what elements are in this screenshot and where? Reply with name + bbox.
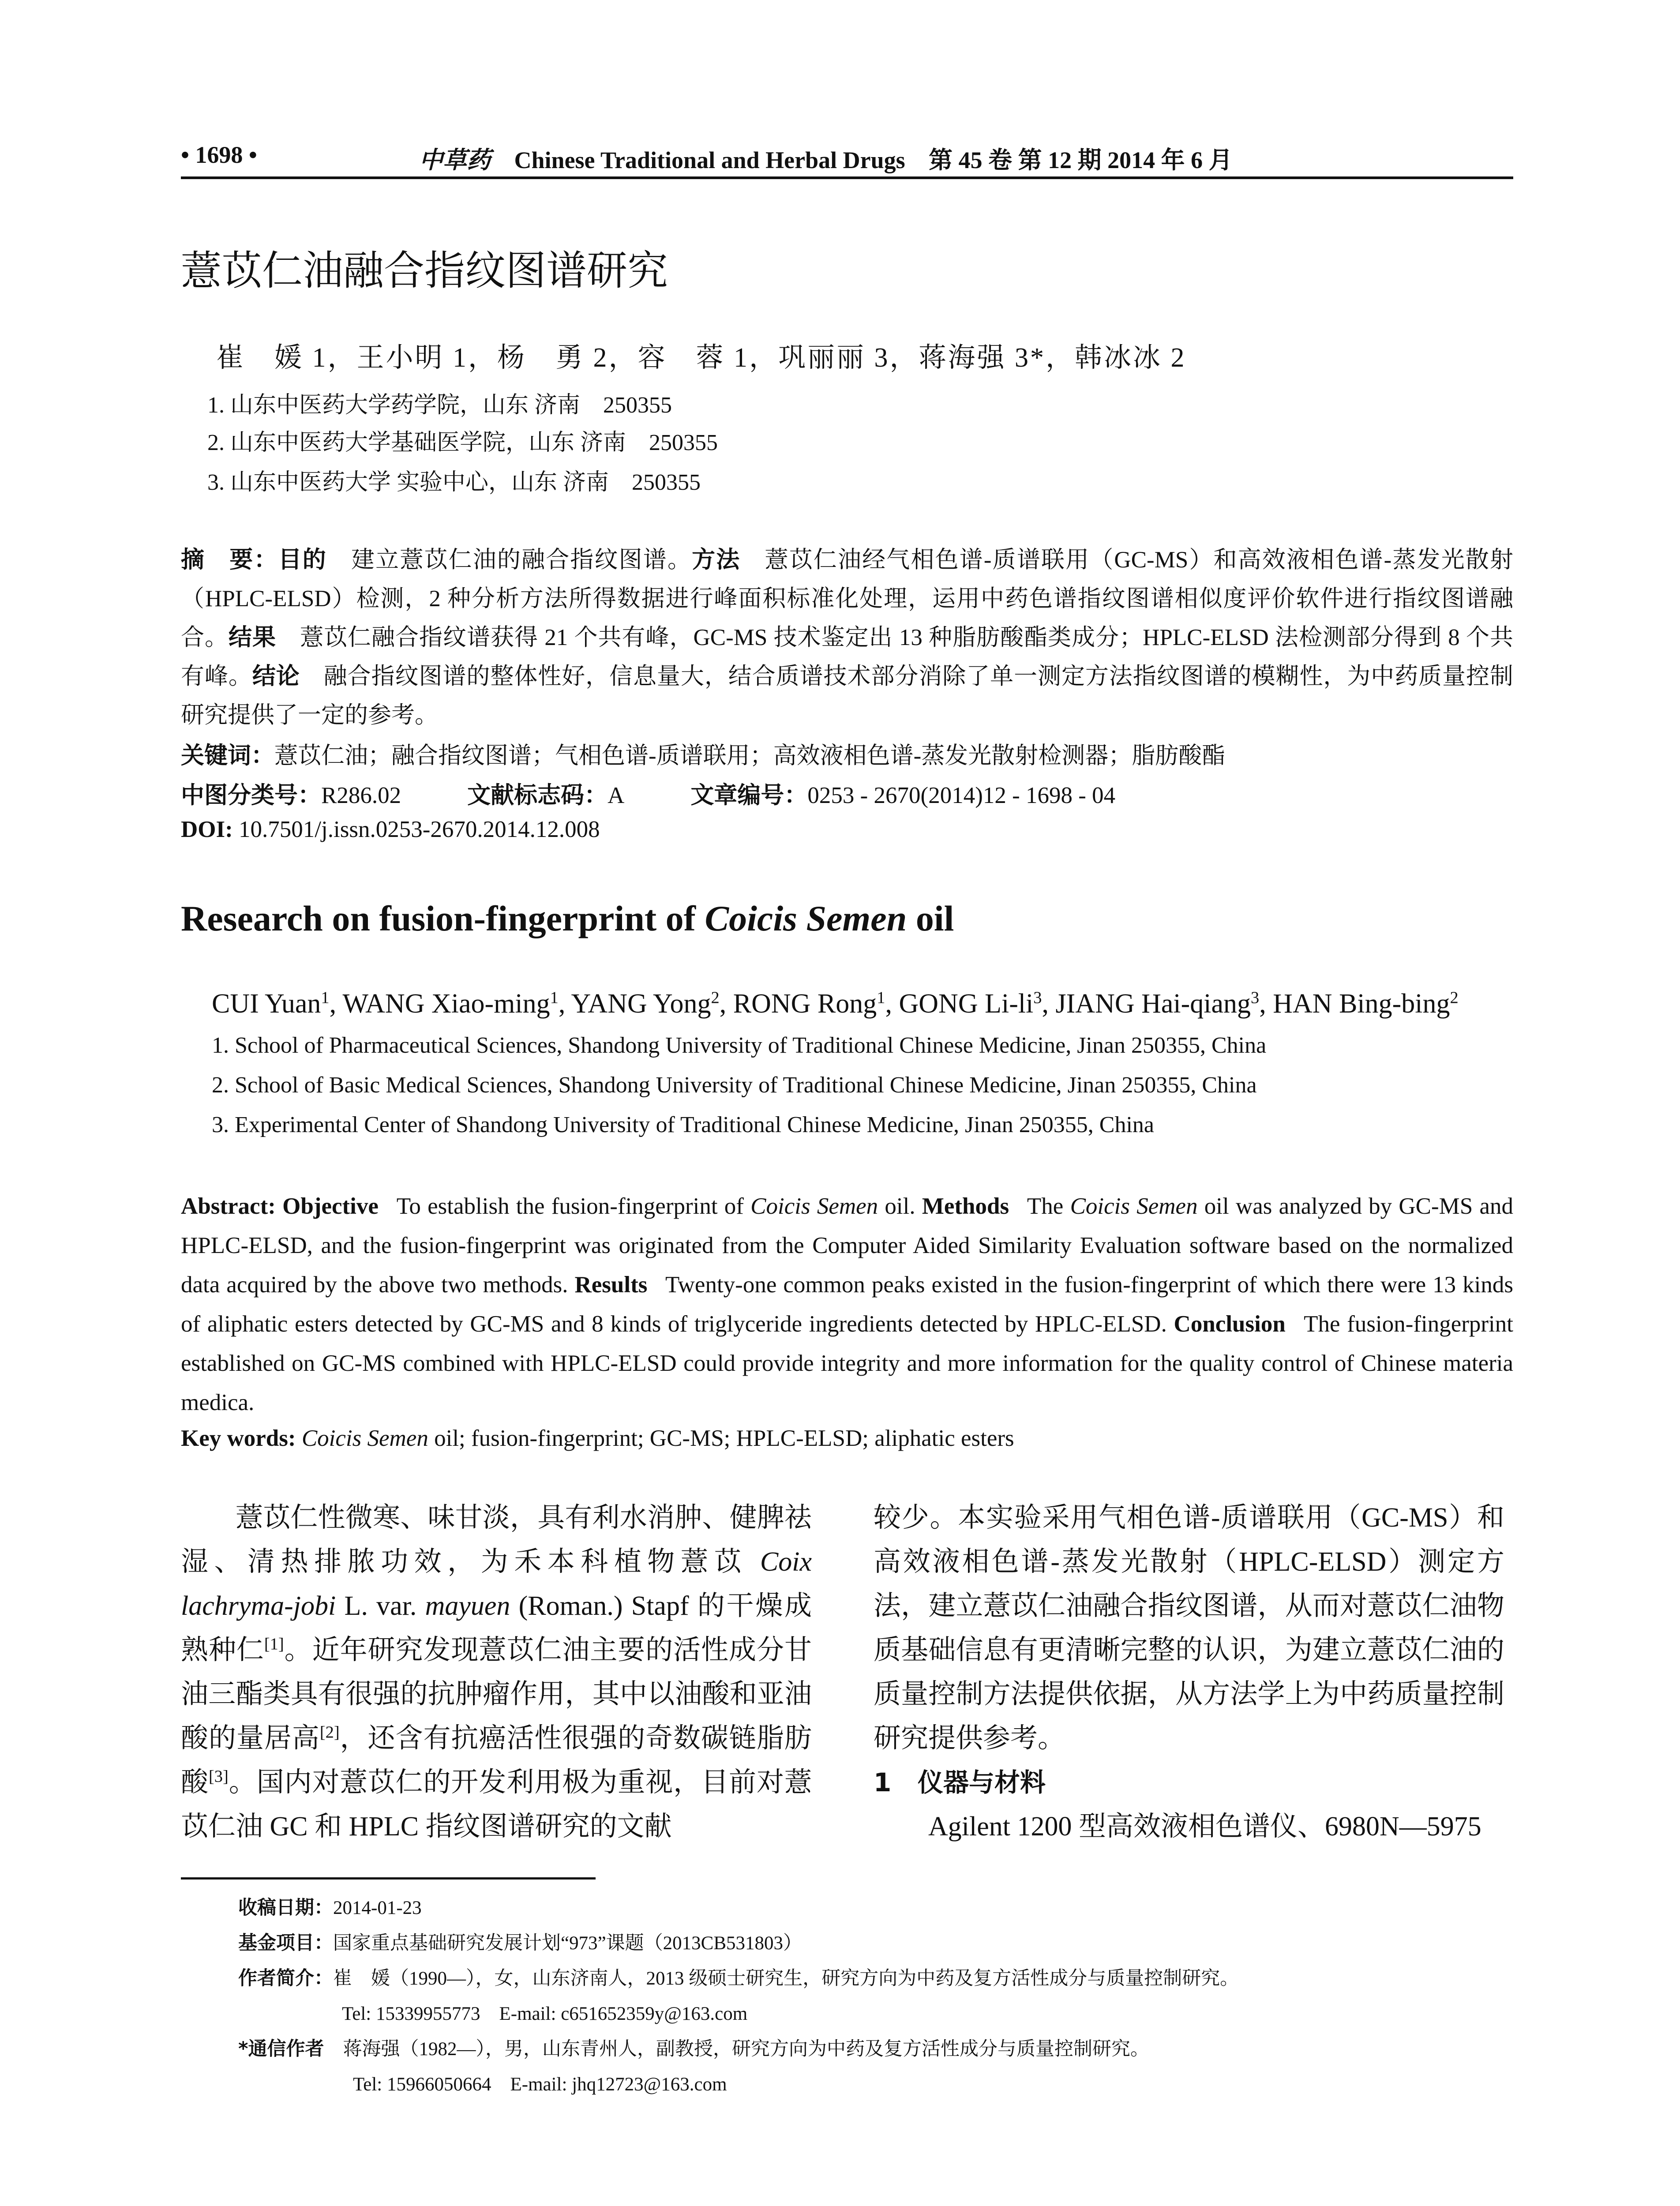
journal-line [419, 141, 1233, 175]
author-sup: 2 [1450, 988, 1459, 1007]
article-no-label: 文章编号： [690, 782, 808, 809]
author-sup: 3 [1251, 988, 1260, 1007]
classification-line [181, 777, 1115, 810]
title-en-italic: Coicis Semen [705, 898, 907, 938]
affiliation-en-2: 2. School of Basic Medical Sciences, Shandong University of Traditional Chinese Medicine, Jinan 250355, China [212, 1073, 1257, 1098]
body-column-right [874, 1496, 1504, 1849]
author-en: HAN Bing-bing [1273, 989, 1450, 1019]
results-en-text: Twenty-one common peaks existed in the fusion-fingerprint of which there were 13 kinds of aliphatic esters detected by GC-MS and 8 kinds of triglyceride ingredients detected by HPLC-ELSD. [181, 1272, 1513, 1337]
article-no-value: 0253 - 2670(2014)12 - 1698 - 04 [807, 783, 1116, 808]
keywords-en-label: Key words: [181, 1426, 296, 1451]
conclusion-cn-text: 融合指纹图谱的整体性好，信息量大，结合质谱技术部分消除了单一测定方法指纹图谱的模糊性，为中药质量控制研究提供了一定的参考。 [181, 664, 1514, 728]
title-en [181, 898, 954, 939]
issue-info: 第 45 卷 第 12 期 2014 年 6 月 [929, 147, 1233, 173]
section-number: 1 [874, 1767, 892, 1797]
affiliation-cn-2: 2. 山东中医药大学基础医学院，山东 济南 250355 [207, 430, 718, 455]
corresponding-label: *通信作者 [238, 2038, 324, 2060]
variety-name: mayuen [425, 1591, 510, 1621]
author-bio-text: 崔 媛（1990—），女，山东济南人，2013 级硕士研究生，研究方向为中药及复方活性成分与质量控制研究。 [333, 1968, 1239, 1989]
author-en: GONG Li-li [899, 989, 1034, 1019]
objective-cn-label: 目的 [278, 546, 327, 573]
doi-label: DOI: [181, 817, 233, 842]
doc-code-label: 文献标志码： [467, 782, 608, 809]
methods-cn-text: 薏苡仁油经气相色谱-质谱联用（GC-MS）和高效液相色谱-蒸发光散射（HPLC-ELSD）检测，2 种分析方法所得数据进行峰面积标准化处理，运用中药色谱指纹图谱相似度评价软件进行指纹图谱融合。 [181, 547, 1514, 650]
running-header [181, 132, 1513, 181]
journal-name-cn: 中草药 [419, 146, 491, 174]
title-cn: 薏苡仁油融合指纹图谱研究 [181, 247, 668, 294]
fund-text: 国家重点基础研究发展计划“973”课题（2013CB531803） [333, 1933, 802, 1954]
clc-label: 中图分类号： [181, 782, 321, 809]
objective-en-italic: Coicis Semen [750, 1193, 878, 1219]
keywords-cn-label: 关键词： [181, 742, 274, 769]
intro-text-5: ，还含有抗癌活性很强的奇数碳链脂肪酸 [181, 1723, 812, 1797]
title-en-pre: Research on fusion-fingerprint of [181, 898, 705, 938]
ref-citation-3[interactable]: [3] [208, 1767, 229, 1786]
fund-label: 基金项目： [238, 1932, 333, 1954]
footnote-rule [181, 1877, 596, 1880]
conclusion-en-label: Conclusion [1174, 1311, 1286, 1337]
conclusion-cn-label: 结论 [252, 663, 300, 690]
author-sup: 1 [550, 988, 559, 1007]
doi-line [181, 816, 600, 843]
affiliation-cn-1: 1. 山东中医药大学药学院，山东 济南 250355 [207, 393, 672, 418]
section-paragraph: Agilent 1200 型高效液相色谱仪、6980N—5975 [928, 1812, 1481, 1842]
doc-code-value: A [608, 783, 625, 808]
page-number: • 1698 • [181, 142, 257, 168]
abstract-cn-label: 摘 要： [181, 546, 278, 573]
journal-name-en: Chinese Traditional and Herbal Drugs [514, 147, 905, 173]
intro-paragraph [181, 1496, 812, 1849]
author-en: CUI Yuan [212, 989, 321, 1019]
footnote-corresponding [238, 2034, 1149, 2061]
section-title: 仪器与材料 [918, 1767, 1046, 1797]
methods-en-pre: The [1027, 1193, 1070, 1219]
author-en: JIANG Hai-qiang [1055, 989, 1251, 1019]
received-label: 收稿日期： [238, 1897, 333, 1919]
intro-text-6: 。国内对薏苡仁的开发利用极为重视，目前对薏苡仁油 GC 和 HPLC 指纹图谱研究的文献 [181, 1767, 812, 1842]
affiliation-en-1: 1. School of Pharmaceutical Sciences, Shandong University of Traditional Chinese Medicine, Jinan 250355, China [212, 1033, 1267, 1058]
methods-en-italic: Coicis Semen [1070, 1193, 1198, 1219]
footnote-author [238, 1963, 1239, 1990]
author-en: WANG Xiao-ming [342, 989, 550, 1019]
affiliation-cn-3: 3. 山东中医药大学 实验中心，山东 济南 250355 [207, 470, 701, 495]
objective-en-post: oil. [878, 1193, 915, 1219]
corresponding-text: 蒋海强（1982—），男，山东青州人，副教授，研究方向为中药及复方活性成分与质量控制研究。 [343, 2039, 1149, 2060]
intro-continuation: 较少。本实验采用气相色谱-质谱联用（GC-MS）和高效液相色谱-蒸发光散射（HPLC-ELSD）测定方法，建立薏苡仁油融合指纹图谱，从而对薏苡仁油物质基础信息有更清晰完整的认识，为建立薏苡仁油的质量控制方法提供依据，从方法学上为中药质量控制研究提供参考。 [874, 1503, 1504, 1753]
footnote-fund [238, 1928, 802, 1955]
author-sup: 1 [321, 988, 330, 1007]
doi-value[interactable]: 10.7501/j.issn.0253-2670.2014.12.008 [239, 817, 600, 842]
author-sup: 3 [1033, 988, 1042, 1007]
objective-cn-text: 建立薏苡仁油的融合指纹图谱。 [350, 547, 692, 573]
keywords-cn-text: 薏苡仁油；融合指纹图谱；气相色谱-质谱联用；高效液相色谱-蒸发光散射检测器；脂肪酸酯 [274, 743, 1226, 769]
author-bio-label: 作者简介： [238, 1967, 333, 1989]
intro-text-4: 。近年研究发现薏苡仁油主要的活性成分甘油三酯类具有很强的抗肿瘤作用，其中以油酸和亚油酸的量居高 [181, 1635, 812, 1753]
methods-cn-label: 方法 [692, 546, 741, 573]
objective-en-text: To establish the fusion-fingerprint of [396, 1193, 751, 1219]
authors-cn: 崔 媛 1，王小明 1，杨 勇 2，容 蓉 1，巩丽丽 3，蒋海强 3*，韩冰冰 2 [216, 343, 1186, 373]
keywords-cn [181, 737, 1225, 770]
keywords-en [181, 1425, 1014, 1452]
intro-text-2: L. var. [336, 1591, 425, 1621]
results-cn-text: 薏苡仁融合指纹谱获得 21 个共有峰，GC-MS 技术鉴定出 13 种脂肪酸酯类成分；HPLC-ELSD 法检测部分得到 8 个共有峰。 [181, 625, 1513, 689]
ref-citation-2[interactable]: [2] [319, 1723, 340, 1742]
intro-text-3: (Roman.) Stapf 的干燥成熟种仁 [181, 1591, 812, 1665]
clc-value: R286.02 [321, 783, 401, 808]
methods-en-label: Methods [922, 1193, 1009, 1219]
author-en: YANG Yong [571, 989, 711, 1019]
authors-en: CUI Yuan$^1$, WANG Xiao-ming$^1$, YANG Yong$^2$, RONG Rong$^1$, GONG $Li-li^3$, JIANG Hai-qiang$^3$, HAN Bing-bing$^2$ [212, 988, 1459, 1019]
author-sup: 1 [877, 988, 885, 1007]
keywords-en-italic: Coicis Semen [301, 1426, 428, 1451]
title-en-post: oil [907, 898, 954, 938]
body-column-left [181, 1496, 812, 1849]
species-name: Coix lachryma-jobi [181, 1547, 812, 1621]
author-en: RONG Rong [733, 989, 877, 1019]
abstract-en-label: Abstract: Objective [181, 1193, 379, 1219]
keywords-en-text: oil; fusion-fingerprint; GC-MS; HPLC-ELSD; aliphatic esters [428, 1426, 1014, 1451]
results-en-label: Results [574, 1272, 648, 1298]
author-sup: 2 [711, 988, 720, 1007]
results-cn-label: 结果 [229, 624, 276, 651]
intro-text-1: 薏苡仁性微寒、味甘淡，具有利水消肿、健脾祛湿、清热排脓功效，为禾本科植物薏苡 [181, 1503, 812, 1577]
abstract-en [181, 1187, 1513, 1422]
footnote-author-contact: Tel: 15339955773 E-mail: c651652359y@163.com [342, 2003, 748, 2024]
received-date: 2014-01-23 [333, 1898, 422, 1918]
abstract-cn [181, 540, 1513, 735]
header-rule [181, 176, 1513, 179]
ref-citation-1[interactable]: [1] [264, 1635, 284, 1654]
methods-en-text: oil was analyzed by GC-MS and HPLC-ELSD, and the fusion-fingerprint was originated from the Computer Aided Similarity Evaluation software based on the normalized data acquired by the above two methods. [181, 1193, 1514, 1298]
footnote-corresponding-contact: Tel: 15966050664 E-mail: jhq12723@163.com [353, 2074, 727, 2095]
conclusion-en-text: The fusion-fingerprint established on GC-MS combined with HPLC-ELSD could provide integrity and more information for the quality control of Chinese materia medica. [181, 1311, 1514, 1415]
affiliation-en-3: 3. Experimental Center of Shandong University of Traditional Chinese Medicine, Jinan 250355, China [212, 1112, 1155, 1137]
section-heading-1 [874, 1760, 1504, 1805]
footnote-received [238, 1893, 422, 1920]
